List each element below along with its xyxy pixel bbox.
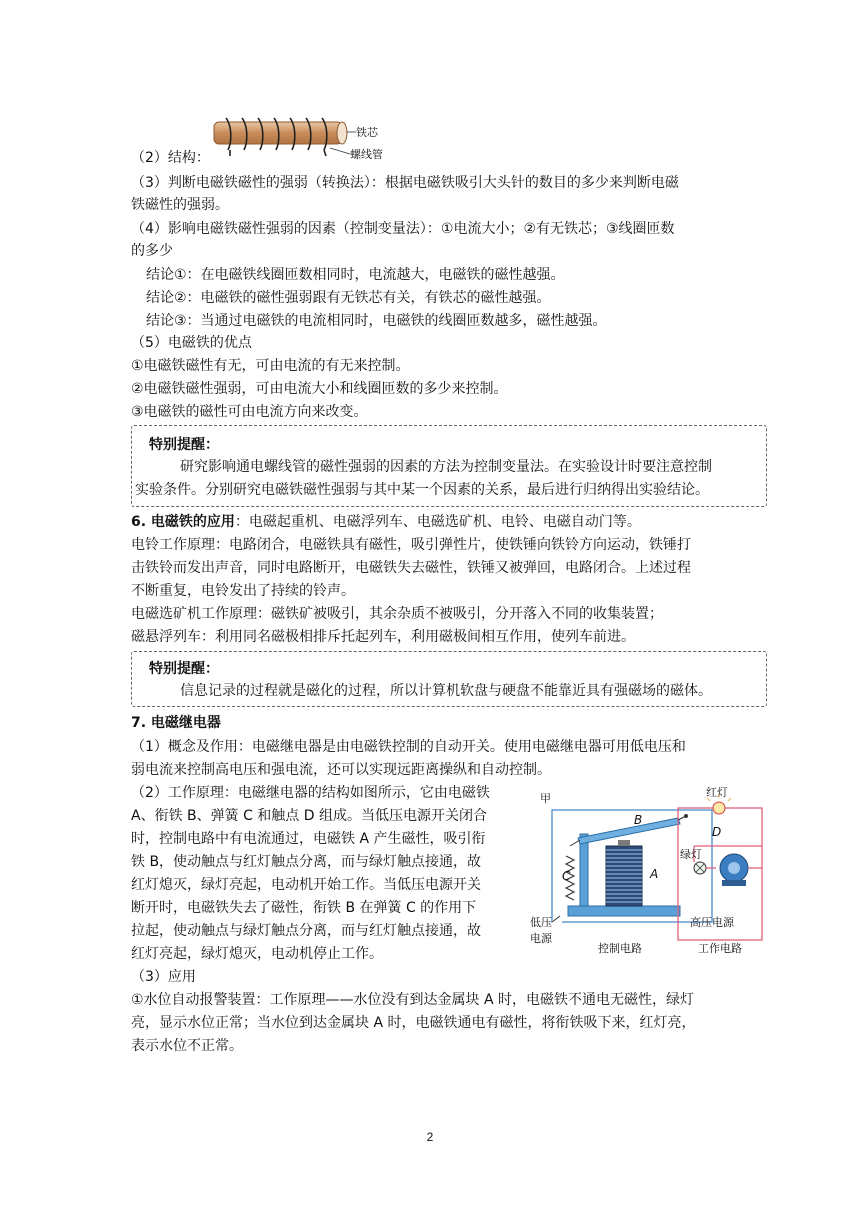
coil-label: 螺线管 <box>350 148 383 161</box>
fig-jia-label: 甲 <box>540 792 551 805</box>
alarm-line-3: 表示水位不正常。 <box>131 1038 243 1054</box>
high-power-label: 高压电源 <box>690 916 734 929</box>
conclusion-2: 结论②：电磁铁的磁性强弱跟有无铁芯有关，有铁芯的磁性越强。 <box>146 290 551 306</box>
relay-principle-line-6: 断开时，电磁铁失去了磁性，衔铁 B 在弹簧 C 的作用下 <box>131 900 477 916</box>
control-circuit-label: 控制电路 <box>598 942 642 955</box>
contact-label: D <box>712 825 722 839</box>
relay-diagram <box>528 782 768 962</box>
structure-label: （2）结构： <box>131 150 210 166</box>
reminder-title: 特别提醒： <box>149 661 219 677</box>
relay-principle-line-7: 拉起，使动触点与绿灯触点分离，而与红灯触点接通，故 <box>131 923 481 939</box>
low-power-label-1: 低压 <box>530 916 552 929</box>
green-lamp-label: 绿灯 <box>680 848 702 861</box>
section7-title: 7. 电磁继电器 <box>131 715 221 731</box>
solenoid-figure <box>210 112 390 162</box>
item3-line1: （3）判断电磁铁磁性的强弱（转换法）：根据电磁铁吸引大头针的数目的多少来判断电磁 <box>131 175 679 191</box>
reminder-box-2 <box>131 651 767 707</box>
bell-line-1: 电铃工作原理：电路闭合，电磁铁具有磁性，吸引弹性片，使铁锤向铁铃方向运动，铁锤打 <box>131 537 691 553</box>
armature-label: B <box>634 813 643 827</box>
reminder-line-2: 实验条件。分别研究电磁铁磁性强弱与其中某一个因素的关系，最后进行归纳得出实验结论。 <box>135 482 709 498</box>
relay-principle-line-4: 铁 B，使动触点与红灯触点分离，而与绿灯触点接通，故 <box>131 854 482 870</box>
item4-line1: （4）影响电磁铁磁性强弱的因素（控制变量法）：①电流大小；②有无铁芯；③线圈匝数 <box>131 221 675 237</box>
reminder-line-1: 研究影响通电螺线管的磁性强弱的因素的方法为控制变量法。在实验设计时要注意控制 <box>180 459 712 475</box>
conclusion-1: 结论①：在电磁铁线圈匝数相同时，电流越大，电磁铁的磁性越强。 <box>146 267 565 283</box>
spring-label: C <box>562 869 571 883</box>
section6-heading <box>131 511 641 533</box>
bell-line-2: 击铁铃而发出声音，同时电路断开，电磁铁失去磁性，铁锤又被弹回，电路闭合。上述过程 <box>131 560 691 576</box>
page-number: 2 <box>426 1130 434 1144</box>
advantage-3: ③电磁铁的磁性可由电流方向来改变。 <box>131 404 368 420</box>
section6-title: 6. 电磁铁的应用 <box>131 514 235 530</box>
section6-list: ：电磁起重机、电磁浮列车、电磁选矿机、电铃、电磁自动门等。 <box>234 514 641 530</box>
application-title: （3）应用 <box>131 969 196 985</box>
work-circuit-label: 工作电路 <box>698 942 742 955</box>
conclusion-3: 结论③：当通过电磁铁的电流相同时，电磁铁的线圈匝数越多，磁性越强。 <box>146 313 607 329</box>
low-power-label-2: 电源 <box>530 932 552 945</box>
mining-line: 电磁选矿机工作原理：磁铁矿被吸引，其余杂质不被吸引，分开落入不同的收集装置； <box>131 606 663 622</box>
relay-principle-line-8: 红灯亮起，绿灯熄灭，电动机停止工作。 <box>131 946 383 962</box>
alarm-line-2: 亮，显示水位正常；当水位到达金属块 A 时，电磁铁通电有磁性，将衔铁吸下来，红灯亮， <box>131 1015 696 1031</box>
core-label: 铁芯 <box>356 126 378 139</box>
maglev-line: 磁悬浮列车：利用同名磁极相排斥托起列车，利用磁极间相互作用，使列车前进。 <box>131 629 635 645</box>
electromagnet-label: A <box>650 867 659 881</box>
red-lamp-label: 红灯 <box>706 786 728 799</box>
advantage-1: ①电磁铁磁性有无，可由电流的有无来控制。 <box>131 358 410 374</box>
alarm-line-1: ①水位自动报警装置：工作原理——水位没有到达金属块 A 时，电磁铁不通电无磁性，绿灯 <box>131 992 695 1008</box>
reminder-line-1: 信息记录的过程就是磁化的过程，所以计算机软盘与硬盘不能靠近具有强磁场的磁体。 <box>180 683 712 699</box>
relay-principle-line-5: 红灯熄灭，绿灯亮起，电动机开始工作。当低压电源开关 <box>131 877 481 893</box>
relay-principle-line-1: （2）工作原理：电磁继电器的结构如图所示，它由电磁铁 <box>131 785 490 801</box>
relay-concept-line-2: 弱电流来控制高电压和强电流，还可以实现远距离操纵和自动控制。 <box>131 762 551 778</box>
item5-title: （5）电磁铁的优点 <box>131 335 252 351</box>
advantage-2: ②电磁铁磁性强弱，可由电流大小和线圈匝数的多少来控制。 <box>131 381 508 397</box>
relay-principle-line-2: A、衔铁 B、弹簧 C 和触点 D 组成。当低压电源开关闭合 <box>131 808 487 824</box>
reminder-box-1 <box>131 425 767 507</box>
reminder-title: 特别提醒： <box>149 437 219 453</box>
bell-line-3: 不断重复，电铃发出了持续的铃声。 <box>131 583 355 599</box>
item3-line2: 铁磁性的强弱。 <box>131 197 229 213</box>
item4-line2: 的多少 <box>131 243 173 259</box>
relay-concept-line-1: （1）概念及作用：电磁继电器是由电磁铁控制的自动开关。使用电磁继电器可用低电压和 <box>131 739 686 755</box>
relay-principle-line-3: 时，控制电路中有电流通过，电磁铁 A 产生磁性，吸引衔 <box>131 831 486 847</box>
